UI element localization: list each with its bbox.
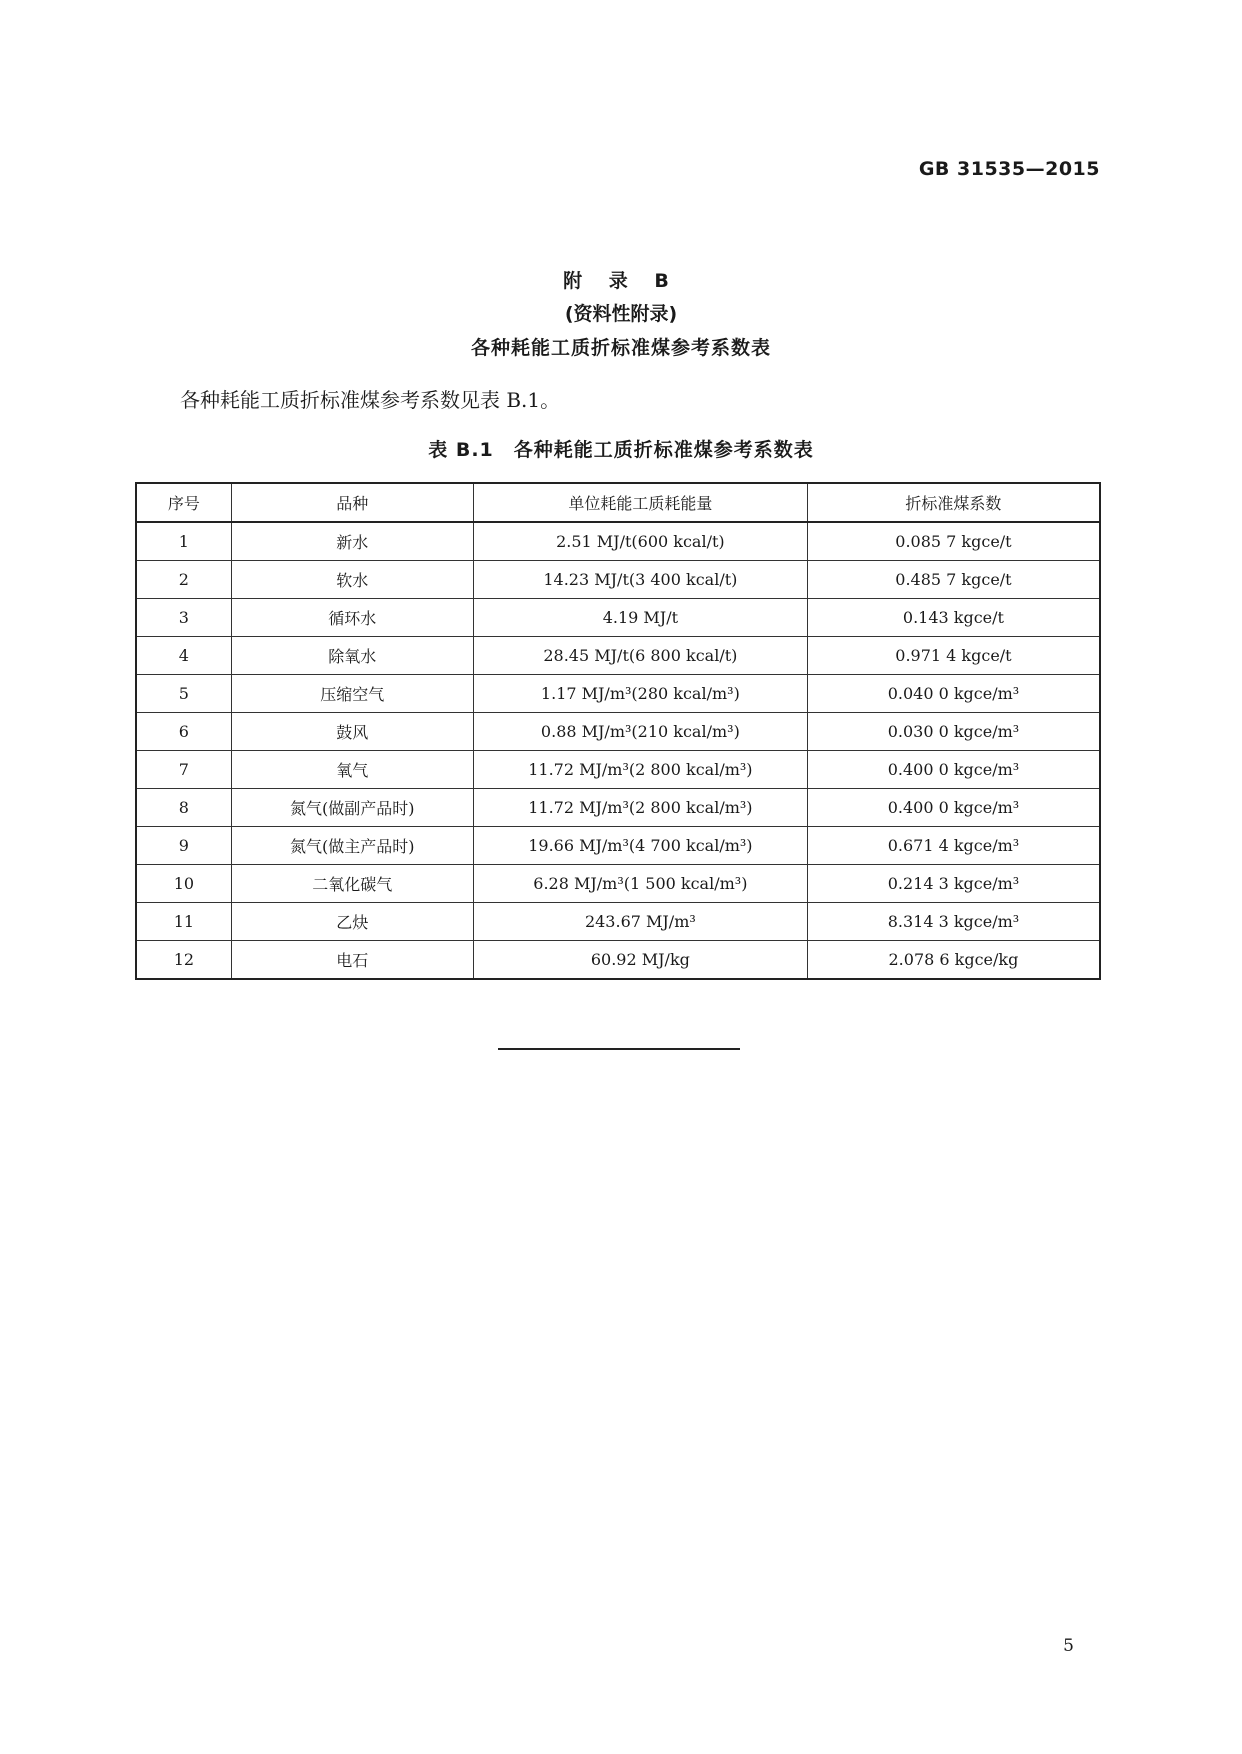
intro-paragraph: 各种耗能工质折标准煤参考系数见表 B.1。 — [180, 388, 561, 412]
table-row — [136, 865, 1100, 903]
cell-item: 氧气 — [231, 751, 473, 789]
cell-coefficient: 0.671 4 kgce/m³ — [807, 827, 1100, 865]
table-row — [136, 941, 1100, 980]
cell-no: 1 — [136, 522, 231, 561]
cell-energy: 2.51 MJ/t(600 kcal/t) — [473, 522, 807, 561]
column-header-no: 序号 — [136, 483, 231, 522]
end-of-document-rule — [498, 1048, 740, 1050]
cell-no: 4 — [136, 637, 231, 675]
cell-item: 压缩空气 — [231, 675, 473, 713]
table-row — [136, 751, 1100, 789]
cell-item: 新水 — [231, 522, 473, 561]
cell-coefficient: 8.314 3 kgce/m³ — [807, 903, 1100, 941]
column-header-coefficient: 折标准煤系数 — [807, 483, 1100, 522]
appendix-title: 附 录 B — [563, 270, 679, 292]
cell-item: 乙炔 — [231, 903, 473, 941]
appendix-type: (资料性附录) — [564, 303, 678, 325]
cell-coefficient: 0.214 3 kgce/m³ — [807, 865, 1100, 903]
appendix-name: 各种耗能工质折标准煤参考系数表 — [470, 337, 771, 359]
cell-item: 软水 — [231, 561, 473, 599]
cell-coefficient: 0.400 0 kgce/m³ — [807, 789, 1100, 827]
cell-energy: 11.72 MJ/m³(2 800 kcal/m³) — [473, 751, 807, 789]
cell-no: 9 — [136, 827, 231, 865]
cell-coefficient: 0.485 7 kgce/t — [807, 561, 1100, 599]
cell-no: 6 — [136, 713, 231, 751]
cell-coefficient: 0.030 0 kgce/m³ — [807, 713, 1100, 751]
table-row — [136, 789, 1100, 827]
page-number: 5 — [1063, 1636, 1074, 1656]
cell-no: 11 — [136, 903, 231, 941]
cell-coefficient: 2.078 6 kgce/kg — [807, 941, 1100, 980]
standard-code: GB 31535—2015 — [918, 158, 1100, 180]
table-row — [136, 522, 1100, 561]
cell-energy: 60.92 MJ/kg — [473, 941, 807, 980]
coefficient-table — [135, 482, 1101, 980]
column-header-energy: 单位耗能工质耗能量 — [473, 483, 807, 522]
cell-no: 2 — [136, 561, 231, 599]
cell-energy: 11.72 MJ/m³(2 800 kcal/m³) — [473, 789, 807, 827]
table-row — [136, 561, 1100, 599]
cell-coefficient: 0.040 0 kgce/m³ — [807, 675, 1100, 713]
table-row — [136, 675, 1100, 713]
cell-no: 3 — [136, 599, 231, 637]
table-row — [136, 599, 1100, 637]
table-caption: 表 B.1 各种耗能工质折标准煤参考系数表 — [428, 439, 814, 461]
cell-no: 5 — [136, 675, 231, 713]
cell-item: 循环水 — [231, 599, 473, 637]
cell-item: 氮气(做副产品时) — [231, 789, 473, 827]
cell-energy: 6.28 MJ/m³(1 500 kcal/m³) — [473, 865, 807, 903]
cell-item: 除氧水 — [231, 637, 473, 675]
cell-energy: 0.88 MJ/m³(210 kcal/m³) — [473, 713, 807, 751]
cell-no: 12 — [136, 941, 231, 980]
cell-energy: 14.23 MJ/t(3 400 kcal/t) — [473, 561, 807, 599]
cell-no: 10 — [136, 865, 231, 903]
cell-energy: 28.45 MJ/t(6 800 kcal/t) — [473, 637, 807, 675]
column-header-item: 品种 — [231, 483, 473, 522]
table-row — [136, 827, 1100, 865]
cell-coefficient: 0.085 7 kgce/t — [807, 522, 1100, 561]
table-row — [136, 713, 1100, 751]
cell-energy: 243.67 MJ/m³ — [473, 903, 807, 941]
cell-coefficient: 0.143 kgce/t — [807, 599, 1100, 637]
cell-item: 电石 — [231, 941, 473, 980]
table-header-row — [136, 483, 1100, 522]
cell-item: 二氧化碳气 — [231, 865, 473, 903]
cell-coefficient: 0.971 4 kgce/t — [807, 637, 1100, 675]
cell-coefficient: 0.400 0 kgce/m³ — [807, 751, 1100, 789]
cell-energy: 19.66 MJ/m³(4 700 kcal/m³) — [473, 827, 807, 865]
table-row — [136, 637, 1100, 675]
cell-item: 鼓风 — [231, 713, 473, 751]
cell-energy: 1.17 MJ/m³(280 kcal/m³) — [473, 675, 807, 713]
cell-no: 8 — [136, 789, 231, 827]
cell-no: 7 — [136, 751, 231, 789]
cell-item: 氮气(做主产品时) — [231, 827, 473, 865]
table-row — [136, 903, 1100, 941]
cell-energy: 4.19 MJ/t — [473, 599, 807, 637]
